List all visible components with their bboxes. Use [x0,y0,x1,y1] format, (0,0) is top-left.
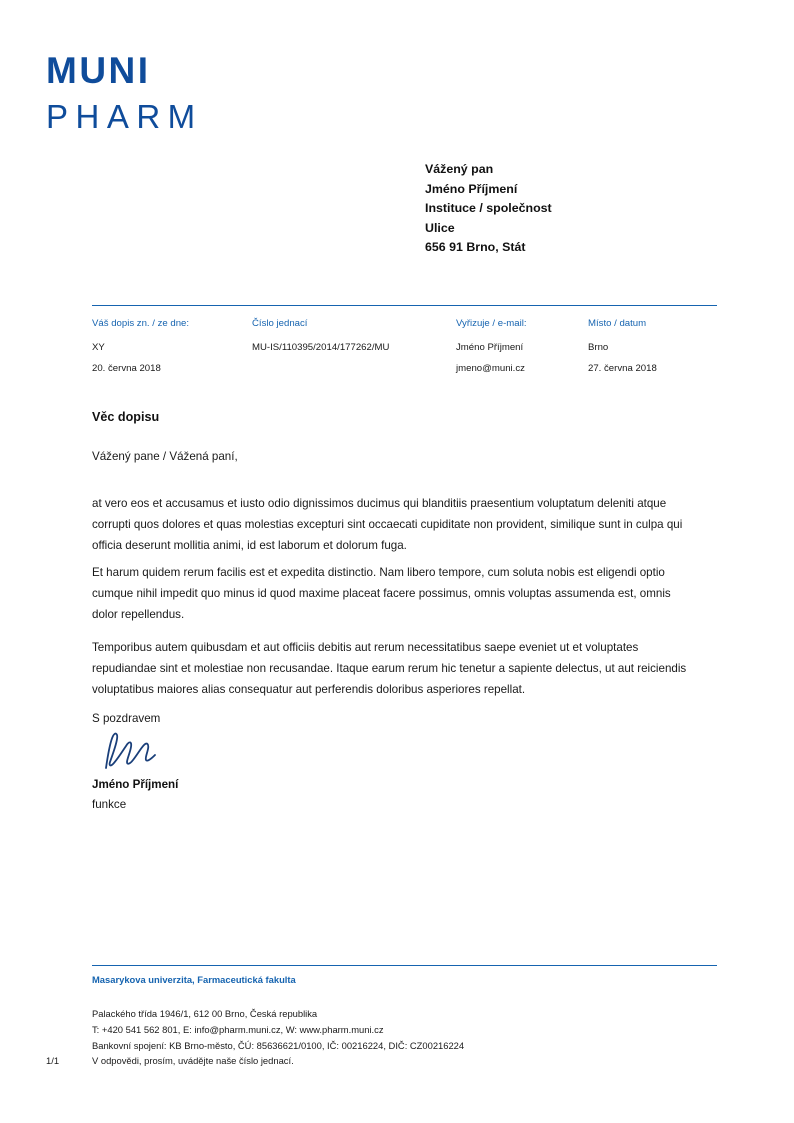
signature-role: funkce [92,798,127,811]
letter-closing: S pozdravem [92,712,161,725]
reference-header-your-letter: Váš dopis zn. / ze dne: [92,318,190,329]
letter-paragraph-3: Temporibus autem quibusdam et aut officiis debitis aut rerum necessitatibus saepe eveniet ut et voluptates repudiandae sint et molestiae non recusandae. Itaque earum rerum hic tenetur a sapiente delectus, ut aut reiciendis voluptatibus maiores alias consequatur aut perferendis doloribus asperiores repellat. [92,641,687,696]
footer-line-contact: T: +420 541 562 801, E: info@pharm.muni.cz, W: www.pharm.muni.cz [92,1023,384,1035]
reference-value-handler-email: jmeno@muni.cz [456,363,525,374]
letter-paragraph-1: at vero eos et accusamus et iusto odio dignissimos ducimus qui blanditiis praesentium voluptatum deleniti atque corrupti quos dolores et quas molestias excepturi sint occaecati cupiditate non provident, similique sunt in culpa qui officia deserunt mollitia animi, id est laborum et dolorum fuga. [92,497,683,552]
letter-salutation: Vážený pane / Vážená paní, [92,450,238,463]
footer-line-note: V odpovědi, prosím, uvádějte naše číslo jednací. [92,1055,294,1067]
address-line-2: Jméno Příjmení [425,181,518,196]
signature-name: Jméno Příjmení [92,778,179,791]
reference-value-file-number: MU-IS/110395/2014/177262/MU [252,342,390,353]
reference-column-handled-by [456,313,527,379]
recipient-address-block [425,160,552,258]
reference-header-handled-by: Vyřizuje / e-mail: [456,318,527,329]
footer-line-address: Palackého třída 1946/1, 612 00 Brno, Česká republika [92,1008,318,1019]
signature-icon [96,726,176,774]
footer-divider [92,965,717,966]
address-line-3: Instituce / společnost [425,201,552,216]
reference-value-place: Brno [588,342,609,353]
reference-value-handler-name: Jméno Příjmení [456,342,524,353]
page-number: 1/1 [46,1055,60,1066]
reference-column-file-number [252,313,389,358]
reference-value-date: 27. června 2018 [588,363,657,374]
address-line-1: Vážený pan [425,162,494,176]
letter-subject: Věc dopisu [92,410,160,424]
letter-paragraph-2: Et harum quidem rerum facilis est et expedita distinctio. Nam libero tempore, cum soluta nobis est eligendi optio cumque nihil impedit quo minus id quod maxime placeat facere possimus, omnis voluptas assumenda est, omnis dolor repellendus. [92,566,671,621]
address-line-4: Ulice [425,220,455,235]
reference-column-place-date [588,313,657,379]
reference-header-place-date: Místo / datum [588,318,647,329]
logo-muni-text: MUNI [46,50,151,91]
reference-header-file-number: Číslo jednací [252,318,308,329]
reference-divider [92,305,717,306]
footer-details [92,1006,464,1069]
address-line-5: 656 91 Brno, Stát [425,240,526,255]
reference-value-your-letter-ref: XY [92,342,105,353]
logo-pharm-text: PHARM [46,98,203,135]
footer-organization: Masarykova univerzita, Farmaceutická fakulta [92,974,296,985]
muni-pharm-logo [46,52,203,133]
footer-line-bank: Bankovní spojení: KB Brno-město, ČÚ: 85636621/0100, IČ: 00216224, DIČ: CZ00216224 [92,1039,465,1051]
reference-value-your-letter-date: 20. června 2018 [92,363,161,374]
reference-column-your-letter [92,313,189,379]
